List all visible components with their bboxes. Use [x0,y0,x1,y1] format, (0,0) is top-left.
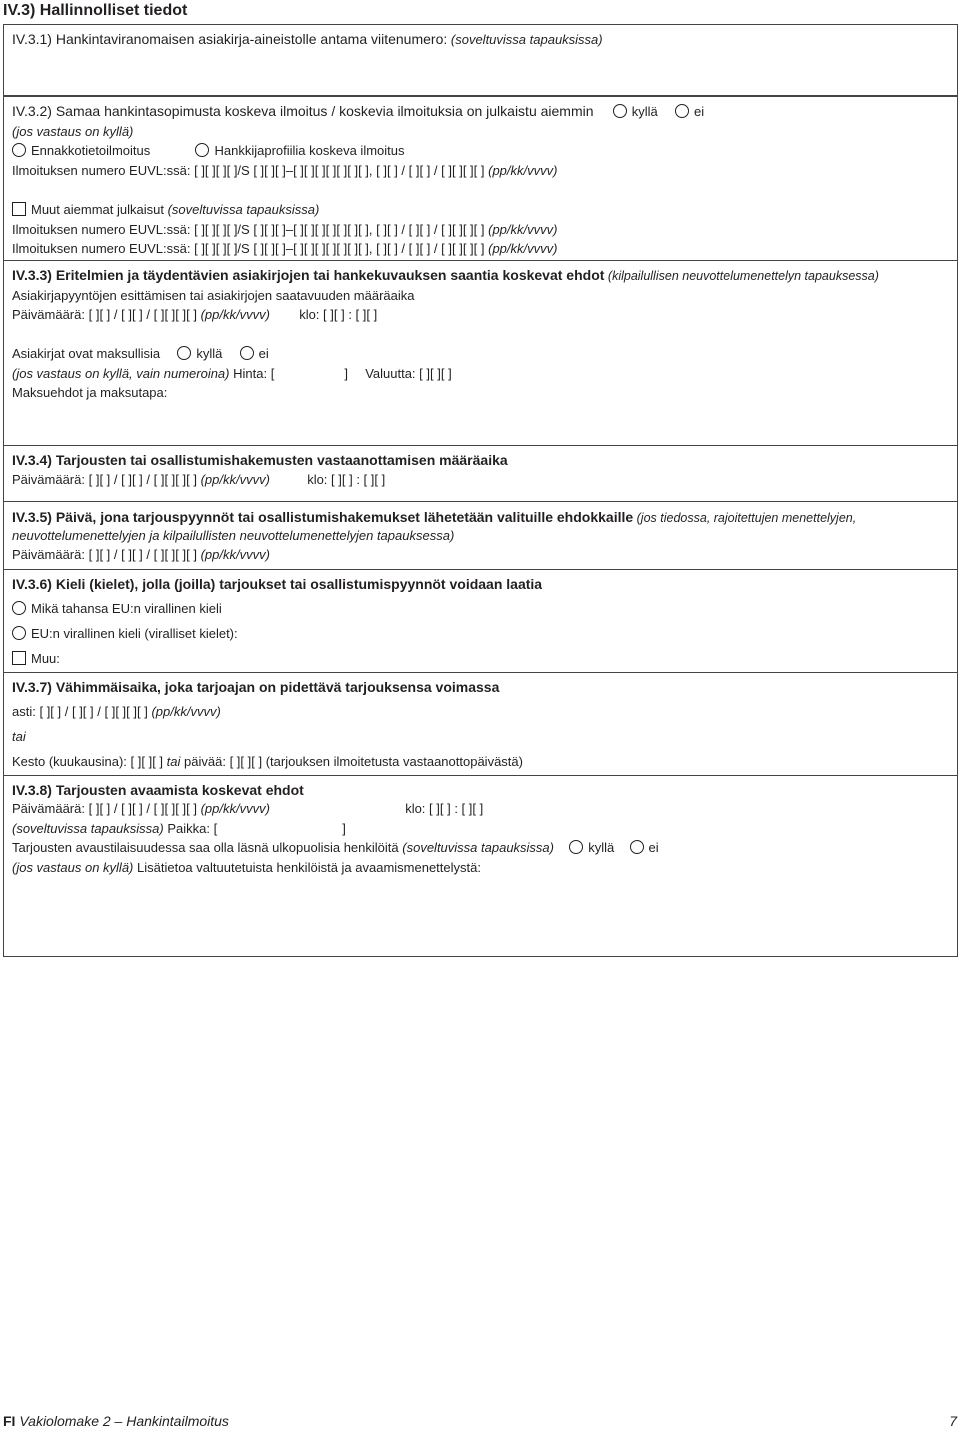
until-label: asti: [12,704,36,719]
page-footer [3,1413,229,1429]
no-radio[interactable] [630,840,644,854]
form-name: Vakiolomake 2 – Hankintailmoitus [19,1413,229,1429]
date-field[interactable]: [ ][ ] / [ ][ ] / [ ][ ][ ][ ] [88,801,197,816]
other-language-checkbox[interactable] [12,651,26,665]
duration-label: Kesto (kuukausina): [12,754,127,769]
buyer-profile-radio[interactable] [195,143,209,157]
applicability-note-2: neuvottelumenettelyjen ja kilpailullisten neuvottelumenettelyjen tapauksessa) [12,528,455,543]
language-code: FI [3,1413,16,1429]
applicability-note: (jos tiedossa, rajoitettujen menettelyjen, [636,511,857,525]
divider [3,260,958,261]
section-heading: IV.3.5) Päivä, jona tarjouspyynnöt tai osallistumishakemukset lähetetään valituille ehdokkaille [12,509,634,525]
divider [3,672,958,673]
section-iv31 [12,31,603,47]
date-hint: (pp/kk/vvvv) [488,222,558,237]
currency-label: Valuutta: [365,366,416,381]
section-iv37-heading: IV.3.7) Vähimmäisaika, joka tarjoajan on pidettävä tarjouksensa voimassa [12,679,500,695]
date-field[interactable]: [ ][ ] / [ ][ ] / [ ][ ][ ][ ] [88,547,197,562]
if-yes-note: (jos vastaus on kyllä) [12,124,134,139]
other-publications-row [12,202,319,217]
eu-language-label: EU:n virallinen kieli (viralliset kielet): [31,626,238,641]
date-label: Päivämäärä: [12,307,85,322]
date-field[interactable]: [ ][ ] / [ ][ ] / [ ][ ][ ][ ] [88,472,197,487]
section-heading: IV.3.2) Samaa hankintasopimusta koskeva ilmoitus / koskevia ilmoituksia on julkaistu aiemmin [12,103,594,119]
section-iv35-heading-row [12,509,856,525]
divider [3,445,958,446]
days-field[interactable]: [ ][ ][ ] [229,754,263,769]
date-hint: (pp/kk/vvvv) [488,163,558,178]
paid-docs-row [12,346,269,361]
no-radio[interactable] [240,346,254,360]
date-hint: (pp/kk/vvvv) [488,241,558,256]
language-option-3 [12,651,60,666]
divider [3,501,958,502]
date-field[interactable]: [ ][ ] / [ ][ ] / [ ][ ][ ][ ] [39,704,148,719]
no-label: ei [648,840,659,855]
price-end: ] [344,366,348,381]
payment-terms-label: Maksuehdot ja maksutapa: [12,385,168,400]
yes-label: kyllä [196,346,223,361]
notice-number-label: Ilmoituksen numero EUVL:ssä: [12,163,191,178]
buyer-profile-label: Hankkijaprofiilia koskeva ilmoitus [214,143,405,158]
days-note: (tarjouksen ilmoitetusta vastaanottopäivästä) [265,754,523,769]
attendance-label: Tarjousten avaustilaisuudessa saa olla läsnä ulkopuolisia henkilöitä [12,840,399,855]
days-label: päivää: [184,754,226,769]
time-label: klo: [299,307,320,322]
dispatch-date-row [12,547,270,562]
divider [3,775,958,776]
time-field[interactable]: [ ][ ] : [ ][ ] [429,801,484,816]
language-option-1 [12,601,222,616]
yes-radio[interactable] [613,104,627,118]
if-yes-note: (jos vastaus on kyllä) [12,860,134,875]
date-hint: (pp/kk/vvvv) [200,472,270,487]
date-label: Päivämäärä: [12,472,85,487]
no-label: ei [694,104,705,119]
paid-docs-label: Asiakirjat ovat maksullisia [12,346,161,361]
notice-number-row-3 [12,241,557,256]
notice-type-row [12,143,405,158]
other-publications-checkbox[interactable] [12,202,26,216]
no-radio[interactable] [675,104,689,118]
notice-number-row-2 [12,222,557,237]
language-option-2 [12,626,238,641]
section-heading: IV.3.1) Hankintaviranomaisen asiakirja-aineistolle antama viitenumero: [12,31,448,47]
section-heading: IV.3.3) Eritelmien ja täydentävien asiakirjojen tai hankekuvauksen saantia koskevat ehdot [12,267,605,283]
notice-number-label: Ilmoituksen numero EUVL:ssä: [12,241,191,256]
other-language-label: Muu: [31,651,60,666]
attendance-row [12,840,659,855]
other-publications-label: Muut aiemmat julkaisut [31,202,164,217]
section-iv38-heading: IV.3.8) Tarjousten avaamista koskevat ehdot [12,782,304,798]
notice-number-field[interactable]: [ ][ ][ ][ ]/S [ ][ ][ ]–[ ][ ][ ][ ][ ][ ][ ], [ ][ ] / [ ][ ] / [ ][ ][ ][ ] [194,163,485,178]
time-field[interactable]: [ ][ ] : [ ][ ] [331,472,386,487]
date-hint: (pp/kk/vvvv) [200,307,270,322]
date-hint: (pp/kk/vvvv) [200,547,270,562]
yes-radio[interactable] [569,840,583,854]
opening-date-row [12,801,483,816]
applicability-note: (kilpailullisen neuvottelumenettelyn tapauksessa) [607,269,879,283]
applicability-note: (soveltuvissa tapauksissa) [167,202,320,217]
receipt-date-row [12,472,385,487]
yes-label: kyllä [588,840,615,855]
prior-info-label: Ennakkotietoilmoitus [31,143,151,158]
section-iv36-heading: IV.3.6) Kieli (kielet), jolla (joilla) tarjoukset tai osallistumispyynnöt voidaan laatia [12,576,543,592]
extra-info-label: Lisätietoa valtuutetuista henkilöistä ja avaamismenettelystä: [137,860,481,875]
any-eu-language-radio[interactable] [12,601,26,615]
or-label: tai [12,729,26,744]
yes-radio[interactable] [177,346,191,360]
applicability-note: (soveltuvissa tapauksissa) [450,32,603,47]
place-label: Paikka: [ [167,821,218,836]
page-title: IV.3) Hallinnolliset tiedot [3,2,188,19]
availability-date-row [12,307,377,322]
notice-number-label: Ilmoituksen numero EUVL:ssä: [12,222,191,237]
time-label: klo: [405,801,426,816]
notice-number-field[interactable]: [ ][ ][ ][ ]/S [ ][ ][ ]–[ ][ ][ ][ ][ ][ ][ ], [ ][ ] / [ ][ ] / [ ][ ][ ][ ] [194,222,485,237]
notice-number-field[interactable]: [ ][ ][ ][ ]/S [ ][ ][ ]–[ ][ ][ ][ ][ ][ ][ ], [ ][ ] / [ ][ ] / [ ][ ][ ][ ] [194,241,485,256]
date-field[interactable]: [ ][ ] / [ ][ ] / [ ][ ][ ][ ] [88,307,197,322]
time-field[interactable]: [ ][ ] : [ ][ ] [323,307,378,322]
page-number: 7 [949,1413,957,1429]
yes-label: kyllä [631,104,658,119]
divider [3,569,958,570]
date-hint: (pp/kk/vvvv) [151,704,221,719]
section-iv32-heading-row [12,103,704,119]
eu-language-radio[interactable] [12,626,26,640]
time-label: klo: [307,472,328,487]
place-end: ] [342,821,346,836]
if-yes-note: (jos vastaus on kyllä, vain numeroina) [12,366,230,381]
price-label: Hinta: [ [233,366,275,381]
currency-field[interactable]: [ ][ ][ ] [419,366,452,381]
applicability-note: (soveltuvissa tapauksissa) [402,840,554,855]
prior-info-radio[interactable] [12,143,26,157]
date-hint: (pp/kk/vvvv) [200,801,270,816]
place-row [12,821,346,836]
deadline-label: Asiakirjapyyntöjen esittämisen tai asiakirjojen saatavuuden määräaika [12,288,415,303]
price-row [12,366,452,381]
or-label: tai [166,754,181,769]
notice-number-row [12,163,557,178]
any-eu-language-label: Mikä tahansa EU:n virallinen kieli [31,601,222,616]
section-iv34-heading: IV.3.4) Tarjousten tai osallistumishakemusten vastaanottamisen määräaika [12,452,508,468]
section-iv33-heading-row [12,267,879,283]
applicability-note: (soveltuvissa tapauksissa) [12,821,164,836]
date-label: Päivämäärä: [12,547,85,562]
extra-info-row [12,860,481,875]
until-date-row [12,704,221,719]
date-label: Päivämäärä: [12,801,85,816]
duration-row [12,754,523,769]
duration-field[interactable]: [ ][ ][ ] [130,754,164,769]
no-label: ei [258,346,269,361]
